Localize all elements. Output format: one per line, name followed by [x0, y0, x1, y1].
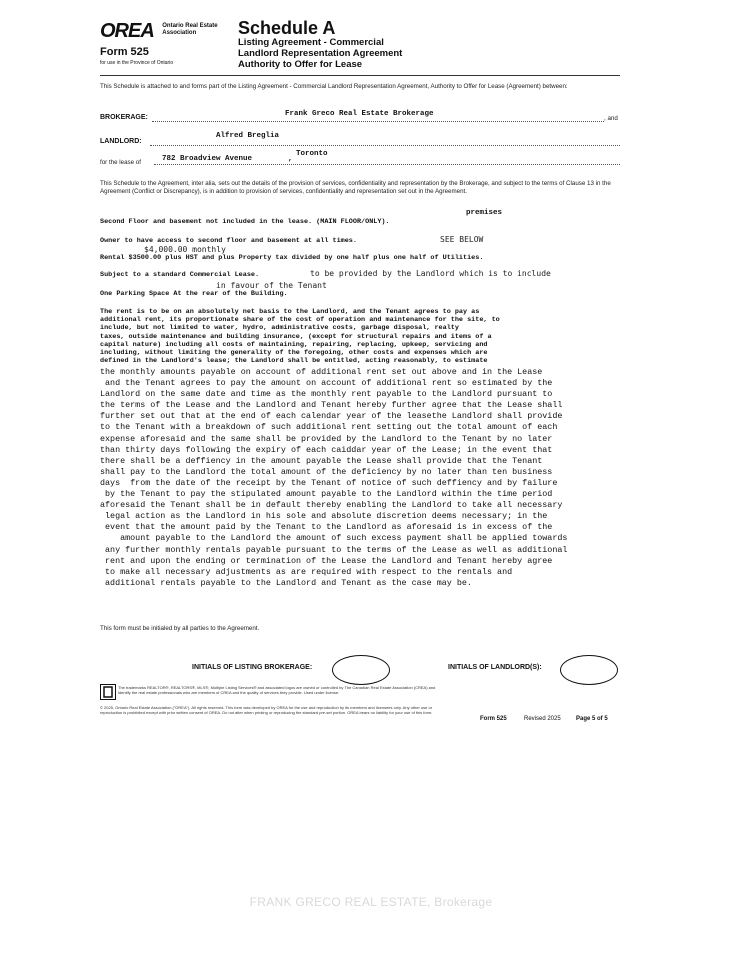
trademark-text: The trademarks REALTOR®, REALTORS®, MLS®, Multiple Listing Services® and associated logos are owned or controlled by The Canadian Real Estate Association (CREA) and identify the real estate professionals who are members of CREA and the quality of services they provide. Used under license. [118, 685, 436, 695]
schedule-note: This Schedule to the Agreement, inter alia, sets out the details of the provision of services, confidentiality and representation by the Brokerage, and subject to the terms of Clause 13 in the Agreement (Conflict or Discrepancy), is in addition to provision of services, confidentiality and representation set out in the Agreement. [100, 180, 611, 195]
footer-page: Page 5 of 5 [576, 716, 608, 722]
initials-brokerage-label: INITIALS OF LISTING BROKERAGE: [192, 664, 313, 671]
rent-line: and the Tenant agrees to pay the amount on account of additional rent so estimated by the [100, 378, 553, 389]
rent-line: days from the date of the receipt by the Tenant of notice of such deffiency and by failure [100, 477, 558, 488]
rent-bold-line: The rent is to be on an absolutely net basis to the Landlord, and the Tenant agrees to pay as [100, 308, 480, 316]
rent-clause-bold [100, 308, 500, 365]
rent-line: there shall be a deffiency in the amount payable the Lease shall provide that the Tenant [100, 455, 543, 466]
line-subject: Subject to a standard Commercial Lease. [100, 271, 260, 279]
rent-line: the monthly amounts payable on account of additional rent set out above and in the Lease [100, 367, 543, 377]
rent-line: event that the amount paid by the Tenant to the Landlord as aforesaid is in excess of the [100, 522, 553, 533]
realtor-logo-icon [100, 684, 116, 700]
subtitle-line-2: Landlord Representation Agreement [238, 48, 403, 59]
rent-line: rent and upon the ending or termination of the Lease the Landlord and Tenant hereby agree [100, 555, 553, 566]
initials-landlord-box[interactable] [560, 655, 618, 685]
rent-line: than thirty days following the expiry of each caiddar year of the Lease; in the event that [100, 444, 553, 455]
rent-line: shall pay to the Landlord the total amount of the deficiency by no later than ten business [100, 466, 553, 477]
footer-form-number: Form 525 [480, 716, 507, 722]
line-subject-insert: to be provided by the Landlord which is to include [310, 269, 551, 278]
orea-org-line2: Association [162, 30, 197, 36]
schedule-subtitle [238, 37, 402, 70]
rent-bold-line: include, but not limited to water, hydro, administrative costs, garbage disposal, realty [100, 324, 459, 333]
rent-line: additional rentals payable to the Landlord and Tenant as the case may be. [100, 577, 472, 588]
lease-label: for the lease of [100, 159, 141, 166]
form-number: Form 525 [100, 46, 149, 58]
brokerage-suffix: , and [604, 115, 618, 122]
brokerage-value: Frank Greco Real Estate Brokerage [285, 110, 434, 118]
subtitle-line-1: Listing Agreement - Commercial [238, 37, 384, 48]
rent-bold-line: defined in the Landlord's lease; the Landlord shall be entitled, acting reasonably, to estimate [100, 357, 488, 366]
rent-line: any further monthly rentals payable pursuant to the terms of the Lease as well as additional [100, 544, 568, 555]
brokerage-label: BROKERAGE: [100, 114, 148, 121]
schedule-title: Schedule A [238, 18, 336, 38]
insert-rent: $4,000.00 monthly [144, 245, 226, 254]
rent-bold-line: capital nature) including all costs of maintaining, repairing, replacing, upkeep, servicing and [100, 340, 488, 349]
rent-line: the terms of the Lease and the Landlord and Tenant hereby further agree that the Lease shall [100, 400, 563, 411]
rent-clause [100, 367, 567, 589]
rent-line: to the Tenant with a breakdown of such additional rent setting out the total amount of each [100, 422, 558, 433]
initial-note: This form must be initialed by all parties to the Agreement. [100, 625, 260, 632]
line-parking: One Parking Space At the rear of the Building. [100, 290, 288, 298]
rent-line: to make all necessary adjustments as are required with respect to the rentals and [100, 566, 513, 577]
line-rental: Rental $3500.00 plus HST and plus Property tax divided by one half plus one half of Utilities. [100, 254, 484, 262]
see-below-note: SEE BELOW [440, 235, 484, 244]
insert-premises: premises [466, 209, 503, 217]
landlord-value: Alfred Breglia [216, 132, 280, 140]
rent-line: legal action as the Landlord in his sole and absolute discretion deems necessary; in the [100, 511, 548, 522]
rent-line: amount payable to the Landlord the amount of such excess payment shall be applied towards [100, 533, 568, 544]
intro-text: This Schedule is attached to and forms part of the Listing Agreement - Commercial Landlord Representation Agreement, Authority to Offer for Lease (Agreement) between: [100, 83, 568, 90]
lease-city: Toronto [296, 150, 328, 158]
initials-brokerage-box[interactable] [332, 655, 390, 685]
rent-bold-line: additional rent, its proportionate share of the cost of operation and maintenance for the site, to [100, 316, 500, 325]
orea-logo-mark: OREA [100, 20, 154, 42]
rent-line: aforesaid the Tenant shall be in default thereby enabling the Landlord to take all necessary [100, 500, 563, 511]
initials-landlord-label: INITIALS OF LANDLORD(S): [448, 664, 542, 671]
copyright-text: © 2025, Ontario Real Estate Association ("OREA"). All rights reserved. This form was developed by OREA for the use and reproduction by its members and licensees only. Any other use or reproduction is prohibited except with prior written consent of OREA. Do not alter when printing or reproducing the standard pre-set portion. OREA bears no liability for your use of this form. [100, 705, 433, 715]
rent-bold-line: taxes, outside maintenance and building insurance, (except for structural repairs and items of a [100, 332, 492, 341]
lease-separator: , [288, 155, 293, 163]
rent-bold-line: including, without limiting the generality of the foregoing, other costs and expenses which are [100, 349, 488, 358]
header-divider [100, 75, 620, 76]
rent-line: by the Tenant to pay the stipulated amount payable to the Landlord within the time period [100, 489, 553, 500]
orea-org-line1: Ontario Real Estate [162, 23, 218, 29]
rent-line: further set out that at the end of each calendar year of the leasethe Landlord shall provide [100, 411, 563, 422]
line-owner-access: Owner to have access to second floor and basement at all times. [100, 237, 357, 245]
subtitle-line-3: Authority to Offer for Lease [238, 59, 363, 70]
insert-favour: in favour of the Tenant [216, 281, 327, 290]
form-use-note: for use in the Province of Ontario [100, 60, 174, 66]
lease-address: 782 Broadview Avenue [162, 155, 253, 163]
line-second-floor: Second Floor and basement not included in the lease. (MAIN FLOOR/ONLY). [100, 218, 390, 226]
rent-line: Landlord on the same date and time as the monthly rent payable to the Landlord pursuant to [100, 389, 553, 400]
rent-line: expense aforesaid and the same shall be provided by the Landlord to the Tenant by no later [100, 433, 553, 444]
orea-org-name [162, 23, 217, 37]
orea-logo [100, 20, 230, 43]
landlord-label: LANDLORD: [100, 138, 142, 145]
footer-revised: Revised 2025 [524, 716, 561, 722]
brokerage-watermark: FRANK GRECO REAL ESTATE, Brokerage [249, 895, 493, 909]
